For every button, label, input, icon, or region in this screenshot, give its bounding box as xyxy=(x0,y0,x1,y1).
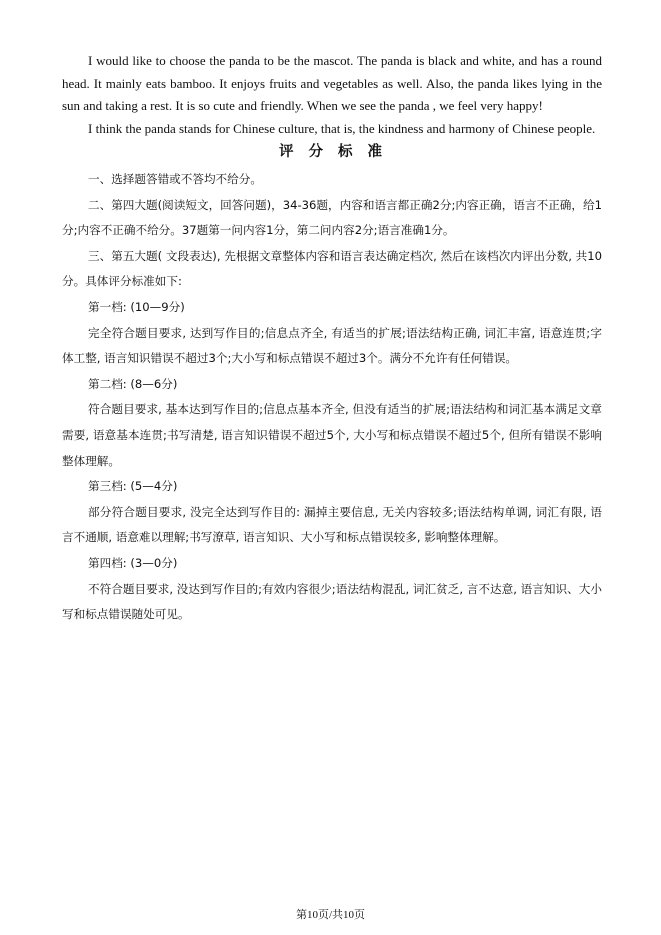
document-body xyxy=(62,50,602,628)
essay-paragraph-2: I think the panda stands for Chinese culture, that is, the kindness and harmony of Chinese people. xyxy=(88,120,596,136)
grade-2-label: 第二档: (8—6分) xyxy=(88,376,178,391)
grade-1-desc: 完全符合题目要求, 达到写作目的;信息点齐全, 有适当的扩展;语法结构正确, 词汇丰富, 语意连贯;字体工整, 语言知识错误不超过3个;大小写和标点错误不超过3个。满分不允许有任何错误。 xyxy=(62,325,602,366)
grade-3-label: 第三档: (5—4分) xyxy=(88,479,178,494)
grade-4-label: 第四档: (3—0分) xyxy=(88,555,178,570)
grade-4-desc: 不符合题目要求, 没达到写作目的;有效内容很少;语法结构混乱, 词汇贫乏, 言不达意, 语言知识、大小写和标点错误随处可见。 xyxy=(62,581,602,622)
scoring-criteria-title: 评分标准 xyxy=(279,143,397,160)
grade-1-label: 第一档: (10—9分) xyxy=(88,299,185,314)
essay-paragraph-1: I would like to choose the panda to be the mascot. The panda is black and white, and has a round head. It mainly eats bamboo. It enjoys fruits and vegetables as well. Also, the panda likes lying in the sun and taking a rest. It is so cute and friendly. When we see the panda , we feel very happy! xyxy=(62,53,602,113)
rule-1: 一、选择题答错或不答均不给分。 xyxy=(88,172,262,186)
page-number: 第10页/共10页 xyxy=(295,909,366,921)
grade-2-desc: 符合题目要求, 基本达到写作目的;信息点基本齐全, 但没有适当的扩展;语法结构和词汇基本满足文章需要, 语意基本连贯;书写清楚, 语言知识错误不超过5个, 大小写和标点错误不超过5个, 但所有错误不影响整体理解。 xyxy=(62,402,602,468)
rule-2: 二、第四大题(阅读短文，回答问题)，34-36题，内容和语言都正确2分;内容正确，语言不正确，给1分;内容不正确不给分。37题第一问内容1分，第二问内容2分;语言准确1分。 xyxy=(62,197,602,238)
grade-3-desc: 部分符合题目要求, 没完全达到写作目的: 漏掉主要信息, 无关内容较多;语法结构单调, 词汇有限, 语言不通顺, 语意难以理解;书写潦草, 语言知识、大小写和标点错误较多, 影响整体理解。 xyxy=(62,504,602,545)
rule-3: 三、第五大题( 文段表达), 先根据文章整体内容和语言表达确定档次, 然后在该档次内评出分数, 共10分。具体评分标准如下: xyxy=(62,248,602,289)
